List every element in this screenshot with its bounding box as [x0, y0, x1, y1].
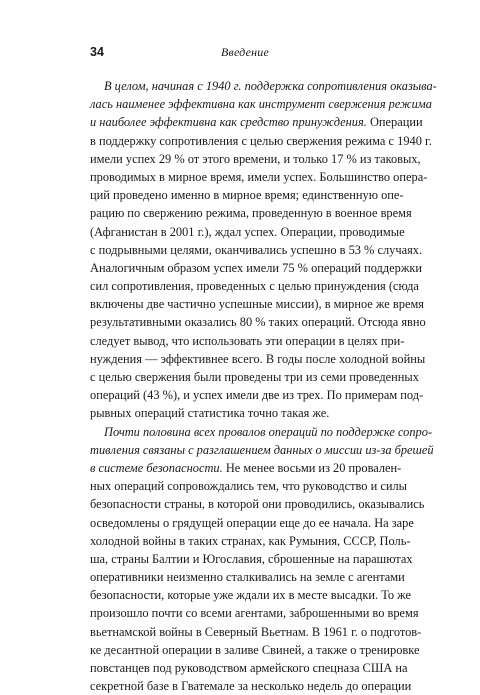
italic-segment: и наиболее эффективна как средство принуждения. — [90, 115, 367, 130]
text-segment: Операции — [366, 115, 423, 130]
text-segment: с целью свержения были проведены три из семи проведенных — [90, 370, 419, 384]
text-line — [90, 532, 411, 550]
text-line — [90, 604, 419, 622]
body-text — [90, 77, 437, 695]
text-line — [90, 477, 407, 495]
text-segment: оперативники неизменно сталкивались на земле с агентами — [90, 570, 405, 585]
text-segment: следует вывод, что использовать эти операции в целях при- — [90, 333, 405, 348]
text-line — [90, 259, 423, 277]
text-segment: осведомлены о грядущей операции еще до ее начала. На заре — [90, 515, 414, 530]
text-segment: (Афганистан в 2001 г.), ждал успех. Операции, проводимые — [90, 224, 405, 239]
text-segment: Не менее восьми из 20 провален- — [222, 460, 402, 475]
text-line — [90, 204, 412, 222]
text-line — [90, 332, 405, 350]
text-segment: ке десантной операции в заливе Свиней, а также о тренировке — [90, 642, 420, 657]
paragraph-1 — [90, 77, 437, 423]
text-segment: безопасности, которые уже ждали их в месте высадки. То же — [90, 588, 412, 603]
running-head — [90, 44, 400, 62]
text-segment: повстанцев под руководством армейского спецназа США на — [90, 661, 408, 675]
text-line — [90, 514, 414, 532]
text-segment: произошло почти со всеми агентами, заброшенными во время — [90, 606, 419, 621]
text-line — [90, 659, 408, 677]
text-line — [90, 150, 421, 168]
text-segment: включены две частично успешные миссии), в мирное же время — [90, 297, 424, 312]
text-segment: имели успех 29 % от этого времени, и только 17 % из таковых, — [90, 151, 421, 166]
text-line — [90, 113, 423, 131]
text-segment: секретной базе в Гватемале за несколько недель до операции — [90, 679, 412, 694]
italic-segment: лась наименее эффективна как инструмент свержения режима — [90, 97, 432, 112]
text-line — [90, 568, 405, 586]
text-line — [90, 186, 404, 204]
text-segment: холодной войны в таких странах, как Румыния, СССР, Поль- — [90, 533, 411, 548]
text-line — [90, 223, 405, 241]
italic-segment: Почти половина всех провалов операций по поддержке сопро- — [104, 424, 433, 439]
text-line — [90, 241, 423, 259]
text-segment: в поддержку сопротивления с целью свержения режима с 1940 г. — [90, 133, 432, 148]
paragraph-2 — [90, 423, 434, 695]
text-line — [90, 623, 422, 641]
text-line — [90, 95, 432, 113]
text-line — [90, 277, 419, 295]
text-segment: ций проведено именно в мирное время; единственную опе- — [90, 188, 404, 203]
text-segment: ша, страны Балтии и Югославия, сброшенные на парашютах — [90, 551, 413, 566]
text-segment: безопасности страны, в которой они проводились, оказывались — [90, 497, 425, 512]
text-segment: Аналогичным образом успех имели 75 % операций поддержки — [90, 260, 423, 275]
text-line — [90, 168, 428, 186]
text-segment: вьетнамской войны в Северный Вьетнам. В 1961 г. о подготов- — [90, 624, 422, 639]
italic-segment: В целом, начиная с 1940 г. поддержка сопротивления оказыва- — [104, 79, 437, 93]
section-title: Введение — [221, 45, 269, 59]
text-line — [90, 313, 426, 331]
text-line — [90, 132, 432, 150]
page-number: 34 — [90, 45, 104, 59]
text-segment: результативными оказались 80 % таких операций. Отсюда явно — [90, 315, 426, 330]
text-line — [90, 386, 424, 404]
text-segment: операций (43 %), и успех имели две из трех. По примерам под- — [90, 388, 424, 403]
text-line — [90, 295, 424, 313]
italic-segment: в системе безопасности. — [90, 460, 223, 475]
text-line — [90, 550, 413, 568]
text-line — [90, 77, 437, 95]
text-segment: рацию по свержению режима, проведенную в военное время — [90, 206, 412, 221]
italic-segment: тивления связаны с разглашением данных о миссии из-за брешей — [90, 442, 434, 457]
text-line — [90, 404, 400, 422]
text-line — [90, 677, 412, 695]
text-segment: рывных операций статистика точно такая же. — [90, 406, 330, 421]
text-line — [90, 368, 419, 386]
text-segment: нуждения — эффективнее всего. В годы после холодной войны — [90, 351, 426, 366]
text-line — [90, 441, 434, 459]
text-line — [90, 459, 400, 477]
text-segment: с подрывными целями, оканчивались успешно в 53 % случаях. — [90, 242, 423, 257]
text-segment: ных операций сопровождались тем, что руководство и силы — [90, 479, 407, 494]
text-line — [90, 350, 426, 368]
text-segment: сил сопротивления, проведенных с целью принуждения (сюда — [90, 279, 419, 294]
text-line — [90, 495, 425, 513]
text-segment: проводимых в мирное время, имели успех. Большинство опера- — [90, 169, 428, 184]
text-line — [90, 586, 412, 604]
text-line — [90, 423, 433, 441]
